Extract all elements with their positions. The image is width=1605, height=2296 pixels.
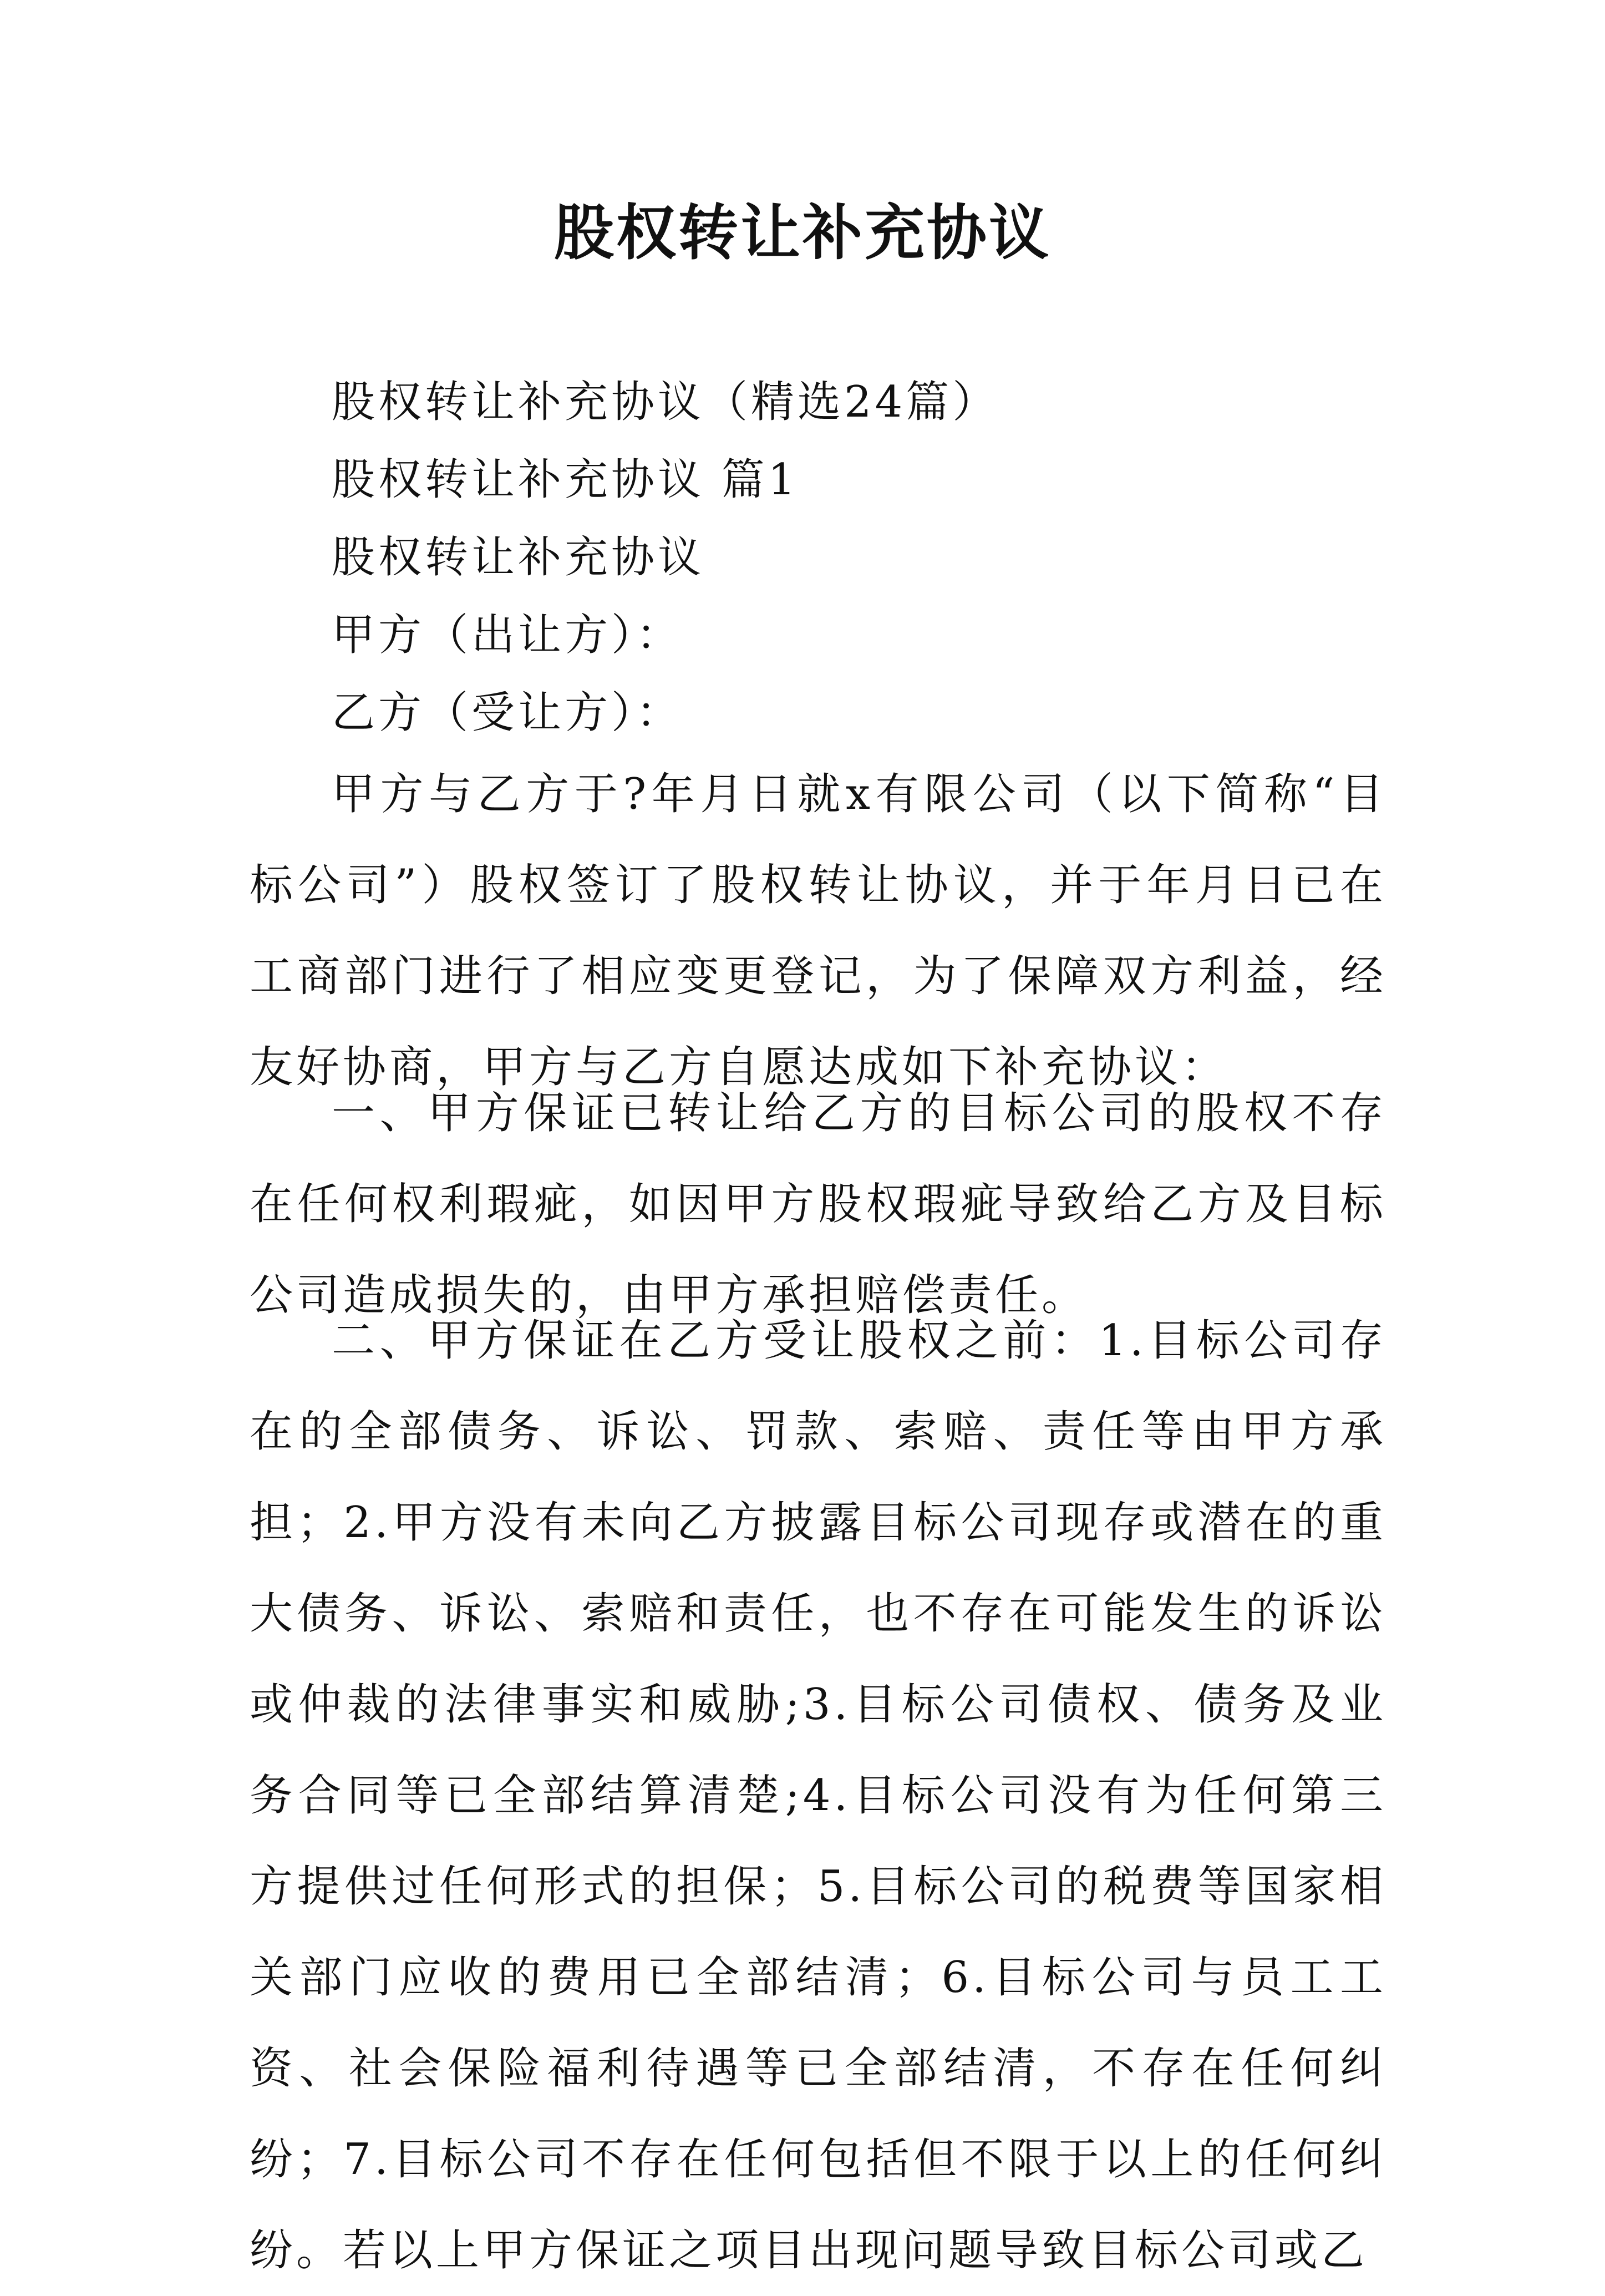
- section-heading: 股权转让补充协议 篇1: [332, 455, 799, 505]
- party-a-label: 甲方（出让方）：: [332, 610, 683, 660]
- party-b-label: 乙方（受让方）：: [332, 688, 683, 738]
- paragraph-clause-1: 一、甲方保证已转让给乙方的目标公司的股权不存在任何权利瑕疵，如因甲方股权瑕疵导致给乙方及目标公司造成损失的，由甲方承担赔偿责任。: [250, 1088, 1386, 1320]
- document-title: 股权转让补充协议: [553, 198, 1051, 268]
- paragraph-preamble: 甲方与乙方于?年月日就x有限公司（以下简称“目标公司”）股权签订了股权转让协议，并于年月日已在工商部门进行了相应变更登记，为了保障双方利益，经友好协商，甲方与乙方自愿达成如下补充协议：: [250, 769, 1386, 1092]
- paragraph-clause-2: 二、甲方保证在乙方受让股权之前：1.目标公司存在的全部债务、诉讼、罚款、索赔、责任等由甲方承担；2.甲方没有未向乙方披露目标公司现存或潜在的重大债务、诉讼、索赔和责任，也不存在可能发生的诉讼或仲裁的法律事实和威胁;3.目标公司债权、债务及业务合同等已全部结算清楚;4.目标公司没有为任何第三方提供过任何形式的担保；5.目标公司的税费等国家相关部门应收的费用已全部结清；6.目标公司与员工工资、社会保险福利待遇等已全部结清，不存在任何纠纷；7.目标公司不存在任何包括但不限于以上的任何纠纷。若以上甲方保证之项目出现问题导致目标公司或乙: [250, 1316, 1386, 2275]
- document-subtitle: 股权转让补充协议（精选24篇）: [332, 377, 999, 427]
- agreement-name: 股权转让补充协议: [332, 533, 705, 582]
